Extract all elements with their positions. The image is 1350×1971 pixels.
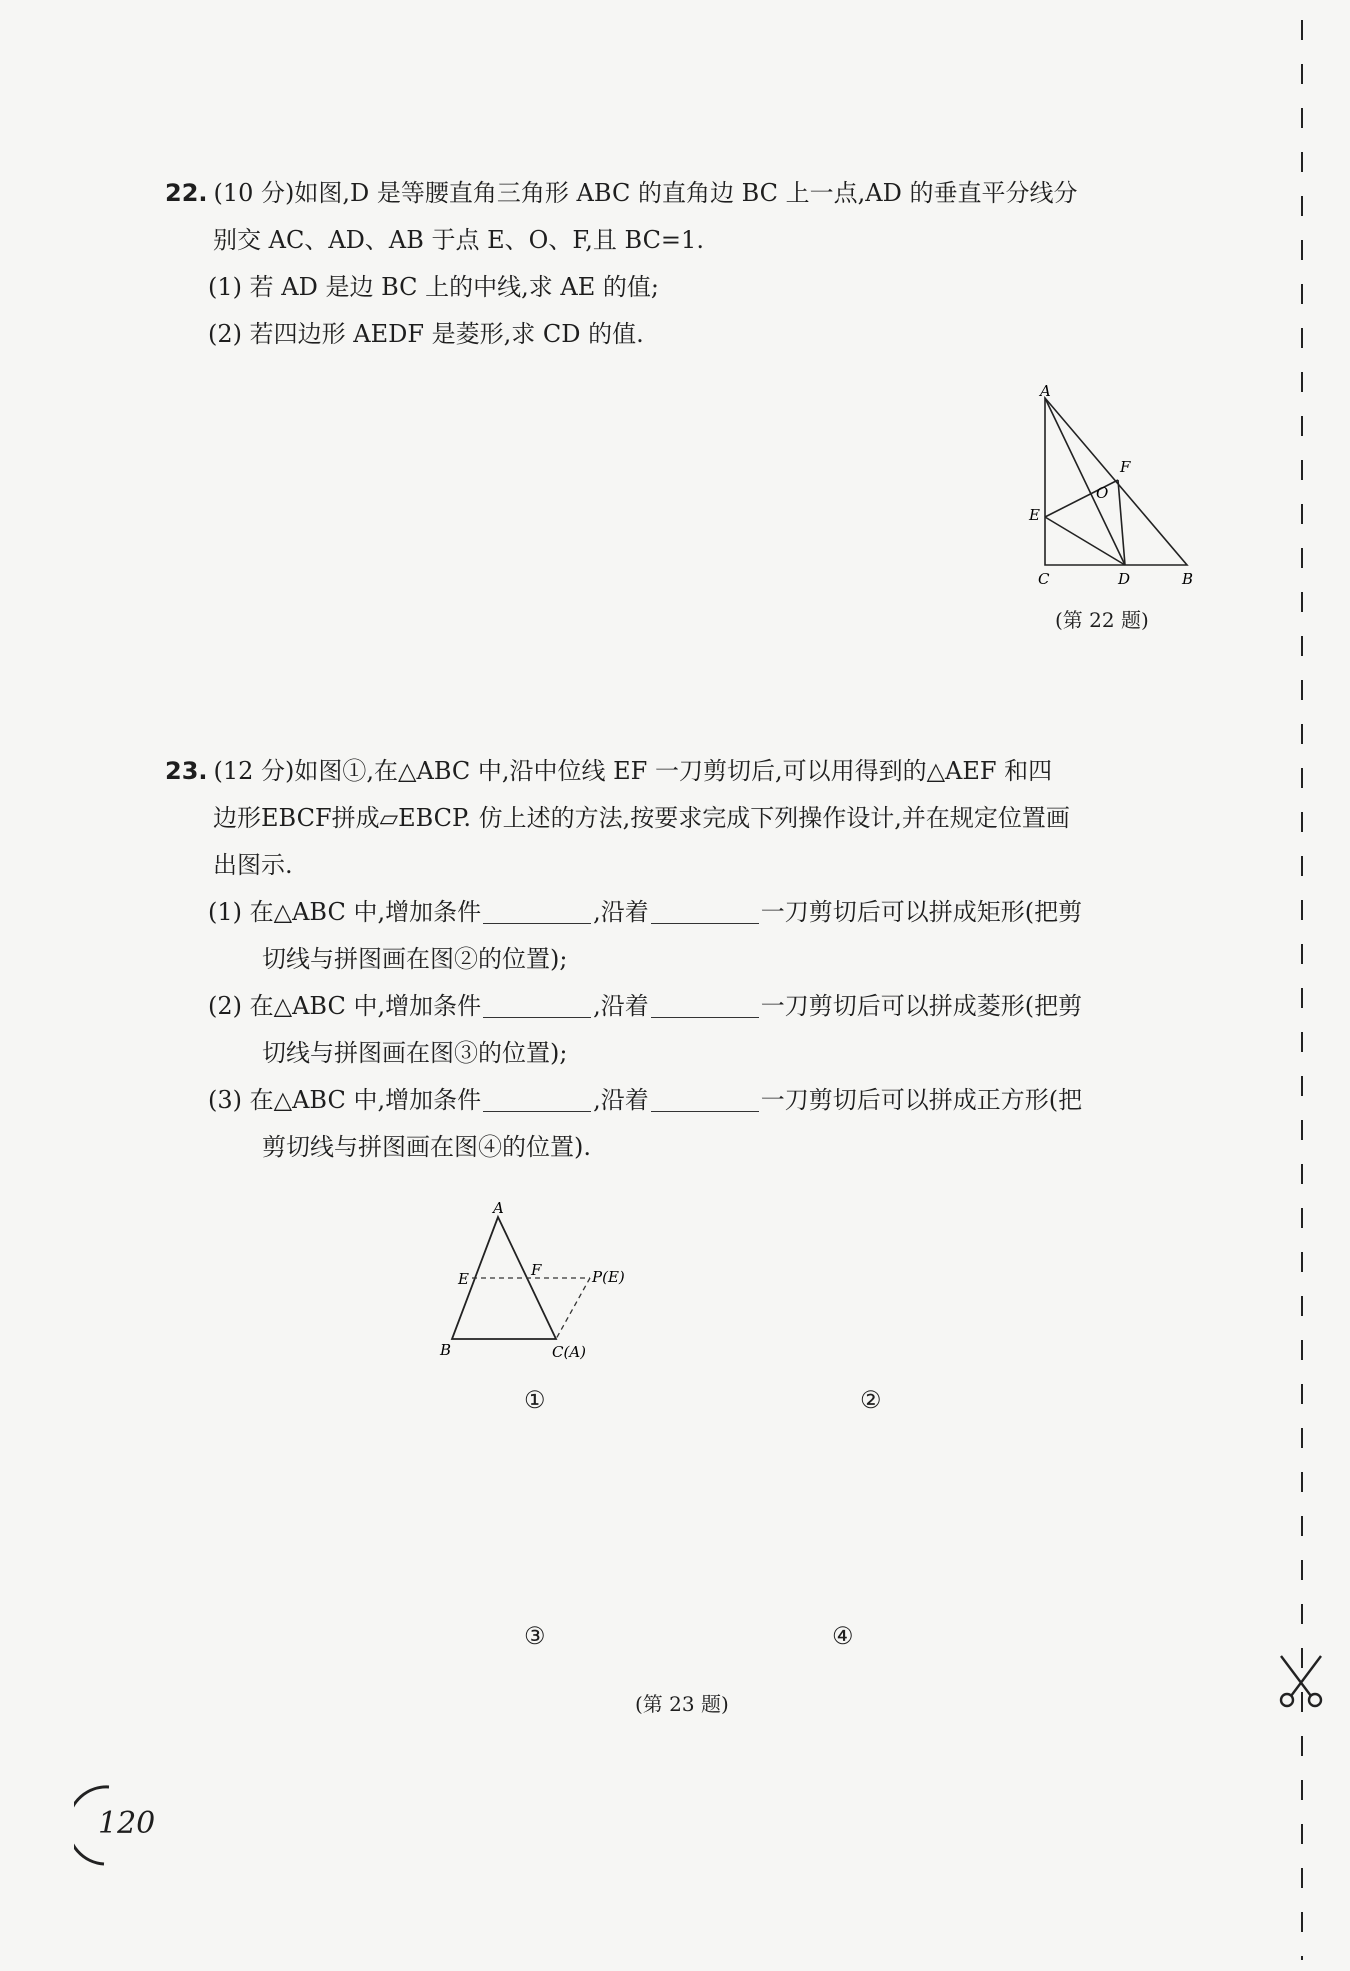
q23-sub2-cont: 切线与拼图画在图③的位置); (262, 1039, 568, 1067)
q23-sub1: (1) 在△ABC 中,增加条件 ,沿着 一刀剪切后可以拼成矩形(把剪 (208, 898, 1083, 926)
q23-caption: (第 23 题) (635, 1692, 729, 1716)
page-number-badge (74, 1782, 164, 1872)
label-F: F (1120, 458, 1131, 476)
page-number: 120 (98, 1806, 156, 1841)
q23-sub1-condition-blank[interactable] (483, 897, 591, 924)
fig1-number: ① (524, 1386, 546, 1414)
q22-number: 22. (165, 179, 208, 207)
q22-sub1: (1) 若 AD 是边 BC 上的中线,求 AE 的值; (208, 273, 659, 301)
q23-number: 23. (165, 757, 208, 785)
q23-figure-1 (430, 1195, 650, 1370)
fig1-label-P: P(E) (592, 1268, 625, 1286)
label-O: O (1096, 484, 1109, 502)
q23-sub1-cont: 切线与拼图画在图②的位置); (262, 945, 568, 973)
label-A: A (1040, 382, 1051, 400)
fig1-label-C: C(A) (552, 1343, 587, 1361)
q22-figure (1020, 382, 1220, 592)
fig1-label-F: F (531, 1261, 542, 1279)
label-C: C (1038, 570, 1050, 588)
label-D: D (1118, 570, 1131, 588)
q22-caption: (第 22 题) (1055, 608, 1149, 632)
q23-sub3-cont: 剪切线与拼图画在图④的位置). (262, 1133, 591, 1161)
q22-sub2: (2) 若四边形 AEDF 是菱形,求 CD 的值. (208, 320, 644, 348)
fig4-number: ④ (832, 1622, 854, 1650)
fig2-number: ② (860, 1386, 882, 1414)
fig1-label-A: A (493, 1199, 504, 1217)
q22-line1: 22. (10 分)如图,D 是等腰直角三角形 ABC 的直角边 BC 上一点,AD 的垂直平分线分 (165, 179, 1078, 207)
q23-sub1-cutline-blank[interactable] (651, 897, 759, 924)
q23-sub2: (2) 在△ABC 中,增加条件 ,沿着 一刀剪切后可以拼成菱形(把剪 (208, 992, 1083, 1020)
label-E: E (1029, 506, 1040, 524)
q23-sub2-cutline-blank[interactable] (651, 991, 759, 1018)
scissors-icon (1275, 1650, 1327, 1710)
q22-line2: 别交 AC、AD、AB 于点 E、O、F,且 BC=1. (213, 226, 704, 254)
q23-sub3-cutline-blank[interactable] (651, 1085, 759, 1112)
q23-sub3-condition-blank[interactable] (483, 1085, 591, 1112)
q23-line1: 23. (12 分)如图①,在△ABC 中,沿中位线 EF 一刀剪切后,可以用得到的△AEF 和四 (165, 757, 1053, 785)
q23-sub2-condition-blank[interactable] (483, 991, 591, 1018)
fig1-label-E: E (458, 1270, 469, 1288)
q23-line2: 边形EBCF拼成▱EBCP. 仿上述的方法,按要求完成下列操作设计,并在规定位置画 (213, 804, 1070, 832)
label-B: B (1182, 570, 1194, 588)
q23-sub3: (3) 在△ABC 中,增加条件 ,沿着 一刀剪切后可以拼成正方形(把 (208, 1086, 1083, 1114)
fig3-number: ③ (524, 1622, 546, 1650)
fig1-label-B: B (440, 1341, 452, 1359)
q23-line3: 出图示. (213, 851, 293, 879)
